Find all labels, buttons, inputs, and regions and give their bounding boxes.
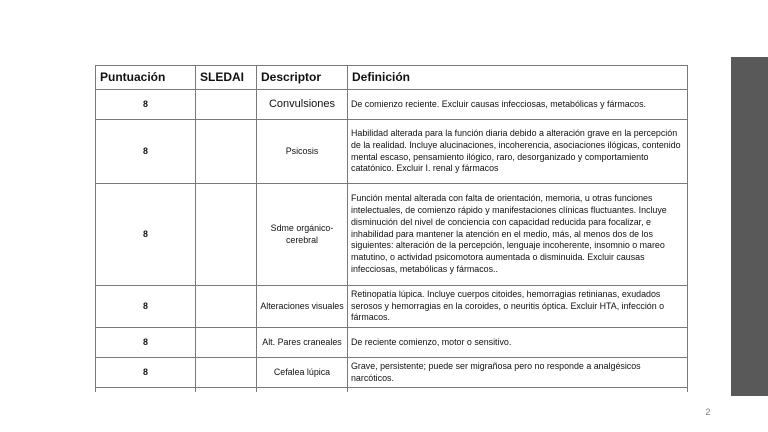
table-row [96, 286, 688, 328]
descriptor-cell: Alteraciones visuales [257, 286, 348, 328]
sledai-cell [196, 328, 257, 358]
score-cell: 8 [96, 358, 196, 388]
table-row [96, 120, 688, 184]
page-number: 2 [705, 407, 711, 417]
header-descriptor: Descriptor [257, 66, 348, 90]
header-definicion: Definición [348, 66, 688, 90]
score-cell: 8 [96, 328, 196, 358]
descriptor-cell: Sdme orgánico-cerebral [257, 184, 348, 286]
table-header-row [96, 66, 688, 90]
header-puntuacion: Puntuación [96, 66, 196, 90]
descriptor-cell: Psicosis [257, 120, 348, 184]
definition-cell: De reciente comienzo, motor o sensitivo. [348, 328, 688, 358]
sledai-table [95, 65, 688, 392]
score-cell: 8 [96, 90, 196, 120]
table-row [96, 90, 688, 120]
score-cell: 8 [96, 286, 196, 328]
header-sledai: SLEDAI [196, 66, 257, 90]
score-cell: 8 [96, 120, 196, 184]
descriptor-cell: Convulsiones [257, 90, 348, 120]
definition-cell: Función mental alterada con falta de orientación, memoria, u otras funciones intelectuales, de comienzo rápido y manifestaciones clínicas fluctuantes. Incluye disminución del nivel de conciencia con capacidad reducida para focalizar, e inhabilidad para mantener la atención en el medio, más, al menos dos de los siguientes: alteración de la percepción, lenguaje incoherente, insomnio o mareo matutino, o actividad psicomotora aumentada o disminuida. Excluir causas infecciosas, metabólicas y fármacos.. [348, 184, 688, 286]
sledai-cell [196, 358, 257, 388]
descriptor-cell: Alt. Pares craneales [257, 328, 348, 358]
table-row [96, 328, 688, 358]
side-bar-decoration [731, 57, 768, 396]
sledai-cell [196, 90, 257, 120]
score-cell: 8 [96, 184, 196, 286]
sledai-cell [196, 120, 257, 184]
table-row [96, 358, 688, 388]
definition-cell: Habilidad alterada para la función diaria debido a alteración grave en la percepción de la realidad. Incluye alucinaciones, incoherencia, asociaciones ilógicas, contenido mental escaso, pensamiento ilógico, raro, desorganizado y comportamiento catatónico. Excluir I. renal y fármacos [348, 120, 688, 184]
sledai-cell [196, 286, 257, 328]
definition-cell: Grave, persistente; puede ser migrañosa pero no responde a analgésicos narcóticos. [348, 358, 688, 388]
table-row [96, 184, 688, 286]
definition-cell: Retinopatía lúpica. Incluye cuerpos citoides, hemorragias retinianas, exudados serosos y hemorragias en la coroides, o neuritis óptica. Excluir HTA, infección o fármacos. [348, 286, 688, 328]
sledai-cell [196, 184, 257, 286]
definition-cell: De comienzo reciente. Excluir causas infecciosas, metabólicas y fármacos. [348, 90, 688, 120]
table-row-cutoff [96, 388, 688, 393]
descriptor-cell: Cefalea lúpica [257, 358, 348, 388]
